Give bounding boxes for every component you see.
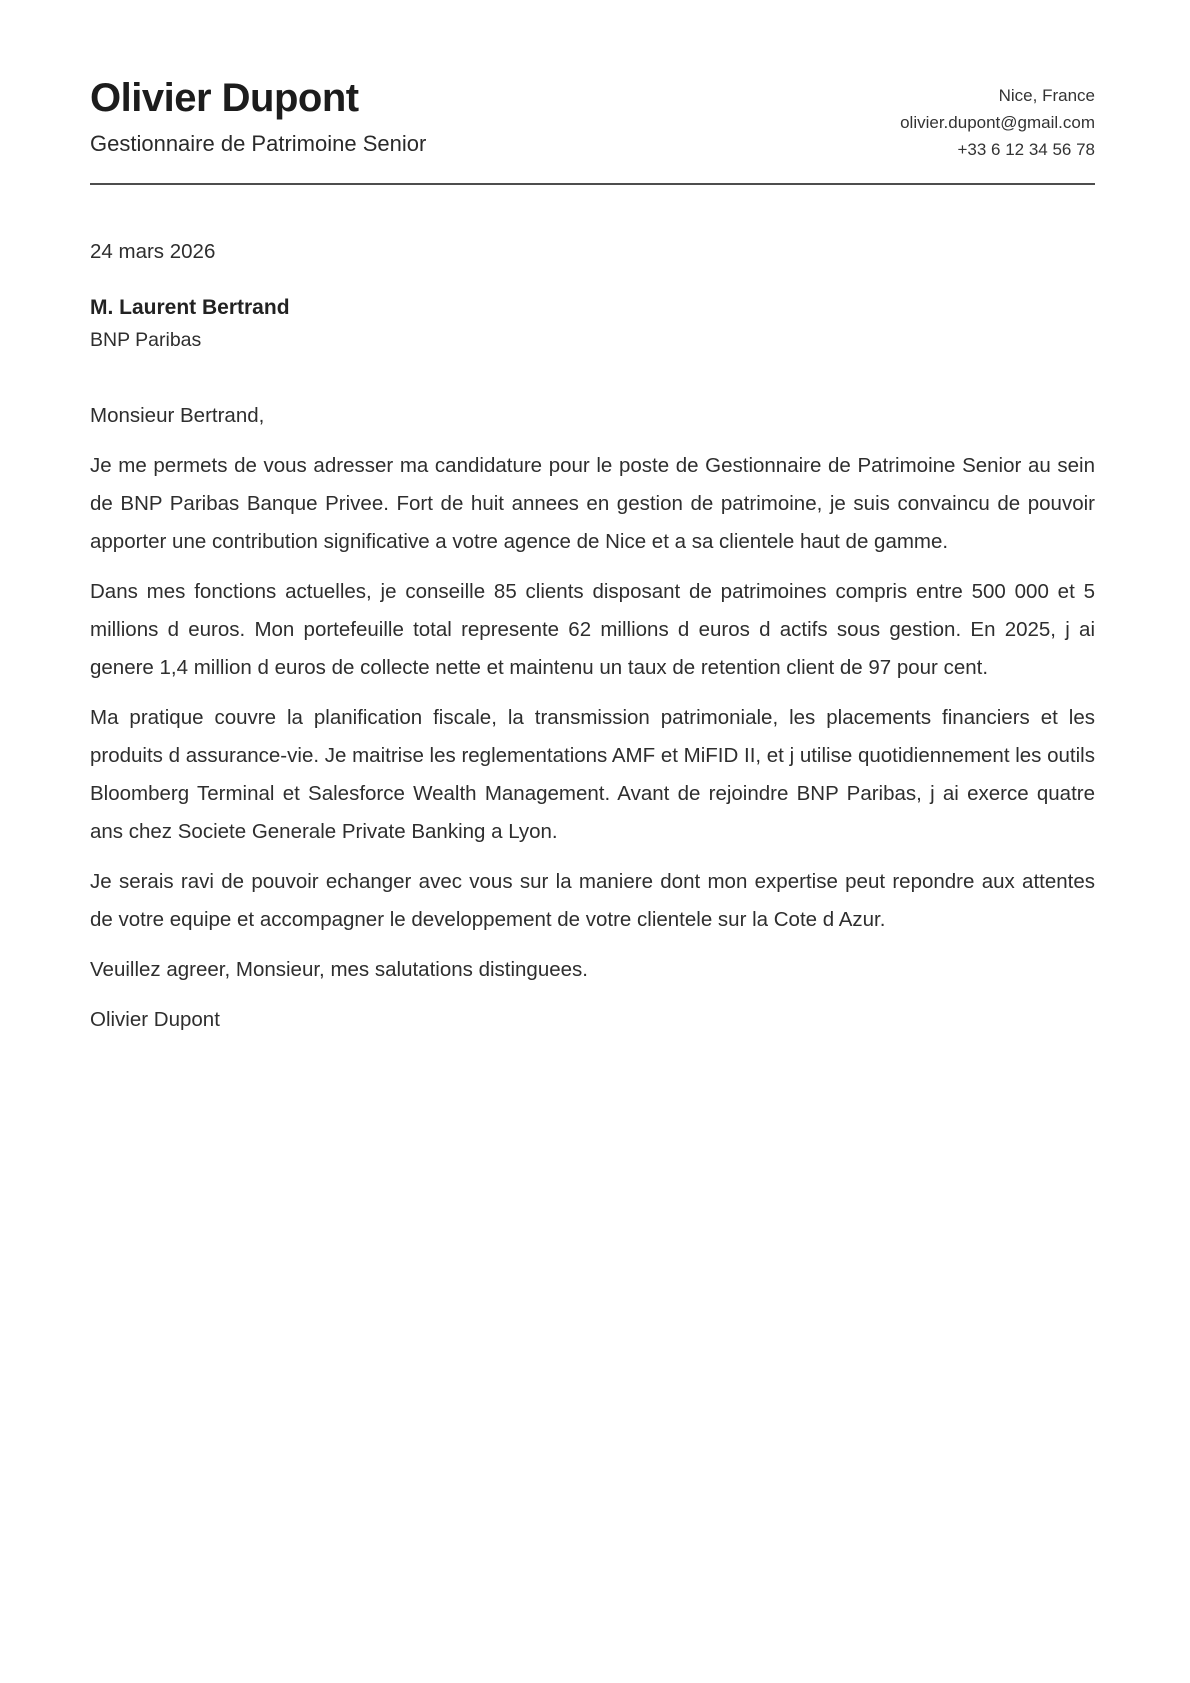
recipient-block (90, 293, 1095, 355)
contact-email: olivier.dupont@gmail.com (900, 113, 1095, 132)
paragraph-1: Je me permets de vous adresser ma candidature pour le poste de Gestionnaire de Patrimoine Senior au sein de BNP Paribas Banque Privee. Fort de huit annees en gestion de patrimoine, je suis convaincu de pouvoir apporter une contribution significative a votre agence de Nice et a sa clientele haut de gamme. (90, 454, 1095, 553)
header-divider (90, 183, 1095, 185)
contact-info (900, 76, 1095, 163)
paragraph-3: Ma pratique couvre la planification fiscale, la transmission patrimoniale, les placements financiers et les produits d assurance-vie. Je maitrise les reglementations AMF et MiFID II, et j utilise quotidiennement les outils Bloomberg Terminal et Salesforce Wealth Management. Avant de rejoindre BNP Paribas, j ai exerce quatre ans chez Societe Generale Private Banking a Lyon. (90, 706, 1095, 843)
header (90, 76, 1095, 163)
letter-date: 24 mars 2026 (90, 240, 216, 263)
contact-phone: +33 6 12 34 56 78 (957, 140, 1095, 159)
closing: Veuillez agreer, Monsieur, mes salutations distinguees. (90, 958, 588, 981)
salutation: Monsieur Bertrand, (90, 404, 265, 427)
job-title: Gestionnaire de Patrimoine Senior (90, 130, 427, 156)
page-title: Olivier Dupont (90, 76, 359, 120)
recipient-name: M. Laurent Bertrand (90, 296, 290, 319)
header-identity (90, 76, 426, 157)
letter-body (90, 237, 1095, 1039)
recipient-company: BNP Paribas (90, 329, 202, 351)
paragraph-4: Je serais ravi de pouvoir echanger avec vous sur la maniere dont mon expertise peut repondre aux attentes de votre equipe et accompagner le developpement de votre clientele sur la Cote d Azur. (90, 870, 1095, 931)
contact-location: Nice, France (998, 86, 1095, 105)
signature: Olivier Dupont (90, 1008, 220, 1031)
paragraph-2: Dans mes fonctions actuelles, je conseille 85 clients disposant de patrimoines compris entre 500 000 et 5 millions d euros. Mon portefeuille total represente 62 millions d euros d actifs sous gestion. En 2025, j ai genere 1,4 million d euros de collecte nette et maintenu un taux de retention client de 97 pour cent. (90, 580, 1095, 679)
